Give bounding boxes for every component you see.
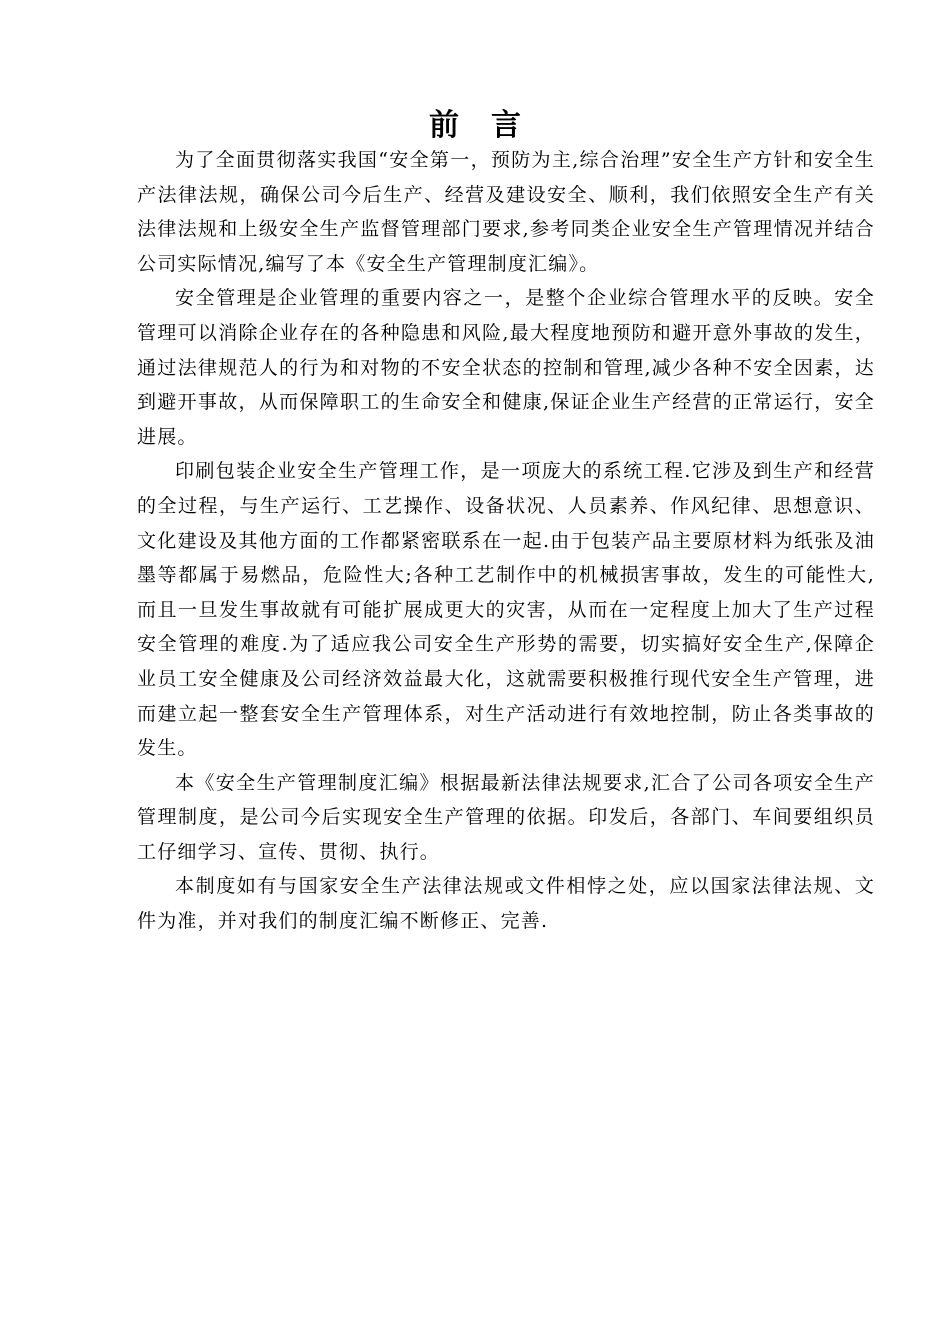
paragraph-5: 本制度如有与国家安全生产法律法规或文件相悖之处，应以国家法律法规、文件为准，并对我们的制度汇编不断修正、完善. [137,875,875,933]
page-title: 前言 [429,108,553,143]
paragraph-4: 本《安全生产管理制度汇编》根据最新法律法规要求,汇合了公司各项安全生产管理制度，是公司今后实现安全生产管理的依据。印发后，各部门、车间要组织员工仔细学习、宣传、贯彻、执行。 [137,771,875,863]
paragraph-3: 印刷包装企业安全生产管理工作，是一项庞大的系统工程.它涉及到生产和经营的全过程，与生产运行、工艺操作、设备状况、人员素养、作风纪律、思想意识、文化建设及其他方面的工作都紧密联系在一起.由于包装产品主要原材料为纸张及油墨等都属于易燃品，危险性大;各种工艺制作中的机械损害事故，发生的可能性大,而且一旦发生事故就有可能扩展成更大的灾害，从而在一定程度上加大了生产过程安全管理的难度.为了适应我公司安全生产形势的需要，切实搞好安全生产,保障企业员工安全健康及公司经济效益最大化，这就需要积极推行现代安全生产管理，进而建立起一整套安全生产管理体系，对生产活动进行有效地控制，防止各类事故的发生。 [137,460,875,760]
paragraph-2: 安全管理是企业管理的重要内容之一，是整个企业综合管理水平的反映。安全管理可以消除企业存在的各种隐患和风险,最大程度地预防和避开意外事故的发生，通过法律规范人的行为和对物的不安全状态的控制和管理,减少各种不安全因素，达到避开事故，从而保障职工的生命安全和健康,保证企业生产经营的正常运行，安全进展。 [137,287,875,448]
document-body [137,143,875,939]
paragraph-1: 为了全面贯彻落实我国“安全第一，预防为主,综合治理”安全生产方针和安全生产法律法规，确保公司今后生产、经营及建设安全、顺利，我们依照安全生产有关法律法规和上级安全生产监督管理部门要求,参考同类企业安全生产管理情况并结合公司实际情况,编写了本《安全生产管理制度汇编》。 [137,149,875,275]
